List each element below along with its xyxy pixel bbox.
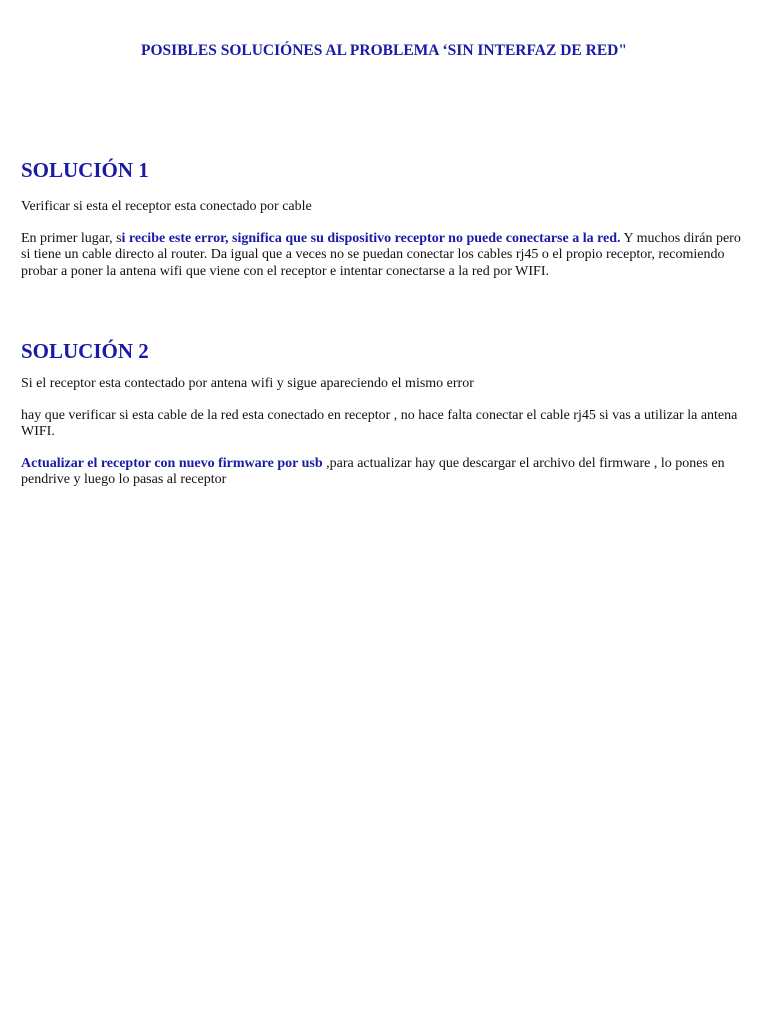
- document-title: POSIBLES SOLUCIÓNES AL PROBLEMA ‘SIN INTERFAZ DE RED": [141, 42, 627, 59]
- firmware-update-rest: ,para actualizar hay que descargar el archivo del firmware , lo pones en pendrive y luego lo pasas al receptor: [21, 455, 725, 487]
- solution-1-section: [21, 157, 749, 280]
- solution-1-body-prefix: En primer lugar, s: [21, 230, 122, 246]
- solution-2-subtitle: Si el receptor esta contectado por antena wifi y sigue apareciendo el mismo error: [21, 376, 474, 391]
- solution-2-section: [21, 338, 749, 489]
- solution-1-subtitle: Verificar si esta el receptor esta conectado por cable: [21, 199, 312, 214]
- solution-1-heading: SOLUCIÓN 1: [21, 158, 149, 182]
- solution-1-body-rest: Y muchos dirán pero si tiene un cable directo al router. Da igual que a veces no se puedan conectar los cables rj45 o el propio receptor, recomiendo probar a poner la antena wifi que viene con el receptor e intentar conectarse a la red por WIFI.: [21, 230, 741, 279]
- solution-1-body: [21, 231, 749, 281]
- firmware-update-highlight: Actualizar el receptor con nuevo firmware por usb: [21, 455, 323, 471]
- solution-1-body-highlight: i recibe este error, significa que su dispositivo receptor no puede conectarse a la red.: [121, 230, 621, 246]
- solution-2-firmware-paragraph: [21, 456, 749, 489]
- solution-2-heading: SOLUCIÓN 2: [21, 339, 149, 363]
- solution-2-body: hay que verificar si esta cable de la red esta conectado en receptor , no hace falta conectar el cable rj45 si vas a utilizar la antena WIFI.: [21, 407, 738, 439]
